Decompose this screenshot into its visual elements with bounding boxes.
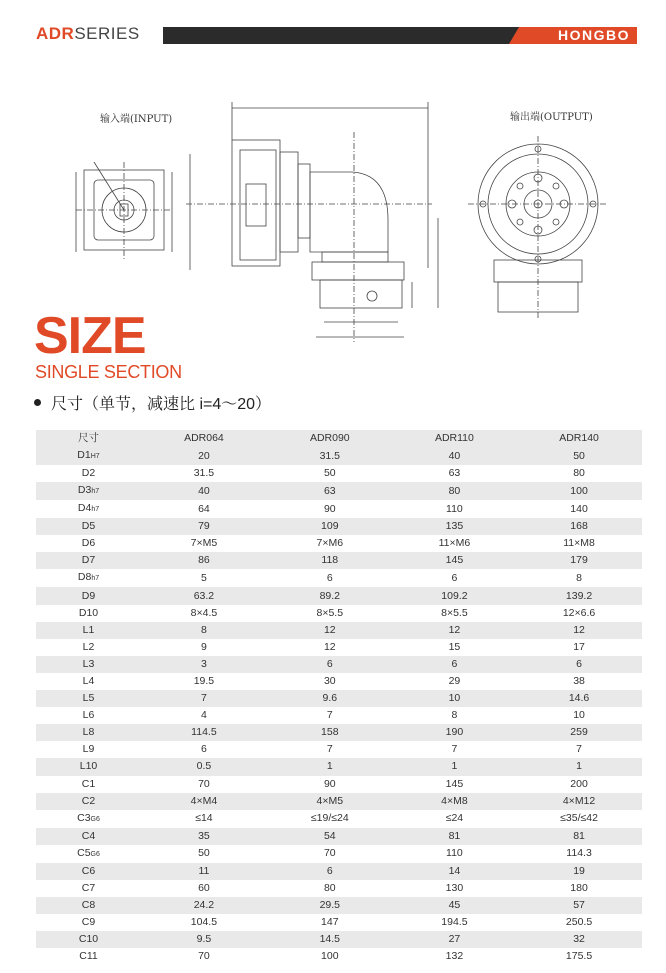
- row-value-cell: 89.2: [319, 589, 340, 602]
- row-value-cell: 4×M5: [316, 794, 344, 807]
- row-value-cell: 168: [570, 520, 588, 533]
- table-row: [36, 622, 642, 639]
- row-value-cell: 12×6.6: [562, 606, 596, 619]
- column-header-dimension: 尺寸: [78, 432, 99, 445]
- row-value-cell: 15: [448, 640, 461, 653]
- row-dimension-name: D4h7: [77, 502, 100, 515]
- row-value-cell: 175.5: [565, 950, 593, 963]
- row-value-cell: 6: [451, 571, 458, 584]
- row-dimension-name: C3G6: [77, 811, 100, 824]
- row-value-cell: 80: [448, 484, 461, 497]
- table-row: [36, 465, 642, 482]
- input-end-label: 输入端(INPUT): [100, 114, 173, 125]
- table-row: [36, 845, 642, 863]
- table-row: [36, 518, 642, 535]
- column-header-model: ADR110: [434, 432, 474, 445]
- row-value-cell: 19.5: [193, 674, 215, 687]
- row-dimension-name: C2: [81, 794, 96, 807]
- row-value-cell: 9.5: [196, 933, 212, 946]
- row-value-cell: 8: [201, 623, 207, 636]
- size-heading: SIZE: [34, 307, 146, 365]
- row-value-cell: 109: [321, 520, 339, 533]
- row-dimension-name: L6: [82, 709, 95, 722]
- row-dimension-name: D9: [81, 589, 96, 602]
- table-row: [36, 535, 642, 552]
- table-row: [36, 552, 642, 569]
- bullet-text: 尺寸（单节，减速比 i=4～20）: [51, 396, 272, 413]
- row-value-cell: 100: [321, 950, 339, 963]
- table-row: [36, 656, 642, 673]
- table-row: [36, 931, 642, 948]
- row-value-cell: 90: [323, 502, 336, 515]
- row-value-cell: 5: [201, 571, 207, 584]
- table-row: [36, 569, 642, 587]
- row-dimension-name: C6: [81, 864, 96, 877]
- row-value-cell: 12: [573, 623, 585, 636]
- row-dimension-name: L3: [82, 657, 95, 670]
- row-value-cell: 57: [573, 899, 585, 912]
- column-header-model: ADR140: [559, 432, 599, 445]
- row-value-cell: 70: [198, 950, 210, 963]
- row-value-cell: 63.2: [193, 589, 215, 602]
- table-row: [36, 673, 642, 690]
- output-end-label: 输出端(OUTPUT): [510, 112, 593, 123]
- row-value-cell: 145: [445, 777, 464, 790]
- table-row: [36, 707, 642, 724]
- row-value-cell: 179: [570, 554, 588, 567]
- row-value-cell: 4×M8: [441, 794, 468, 807]
- row-value-cell: 12: [323, 623, 336, 636]
- row-dimension-name: L1: [82, 623, 95, 636]
- side-view: [186, 102, 438, 342]
- column-header-model: ADR064: [184, 432, 224, 445]
- row-value-cell: 50: [198, 847, 210, 860]
- dimension-table: [36, 430, 642, 965]
- row-value-cell: 250.5: [565, 916, 593, 929]
- table-body: [36, 447, 642, 965]
- table-row: [36, 482, 642, 500]
- row-value-cell: 14.5: [319, 933, 340, 946]
- row-value-cell: 90: [323, 777, 336, 790]
- row-value-cell: 109.2: [441, 589, 468, 602]
- row-dimension-name: C10: [78, 933, 99, 946]
- row-value-cell: 8: [576, 571, 582, 584]
- row-value-cell: 139.2: [565, 589, 593, 602]
- row-value-cell: 35: [198, 829, 210, 842]
- row-value-cell: 81: [448, 829, 461, 842]
- row-value-cell: 114.5: [191, 726, 217, 739]
- row-value-cell: 7: [576, 743, 582, 756]
- row-value-cell: 158: [321, 726, 339, 739]
- row-value-cell: 14.6: [568, 692, 590, 705]
- row-value-cell: 130: [445, 881, 464, 894]
- row-value-cell: 8: [451, 709, 458, 722]
- row-value-cell: 29.5: [319, 899, 340, 912]
- row-value-cell: 7: [326, 709, 333, 722]
- row-value-cell: 50: [573, 449, 585, 462]
- row-value-cell: 79: [198, 520, 210, 533]
- row-value-cell: 4: [201, 709, 207, 722]
- row-value-cell: 45: [448, 899, 461, 912]
- output-end-view: [468, 136, 608, 318]
- row-dimension-name: L10: [79, 760, 98, 773]
- row-value-cell: 259: [570, 726, 588, 739]
- row-dimension-name: D5: [81, 520, 96, 533]
- row-value-cell: 7: [201, 692, 207, 705]
- brand-logo: HONGBO: [558, 27, 630, 43]
- row-value-cell: ≤35/≤42: [560, 812, 598, 825]
- row-value-cell: 38: [573, 674, 585, 687]
- row-value-cell: 81: [573, 829, 585, 842]
- row-value-cell: 140: [570, 502, 588, 515]
- row-value-cell: ≤19/≤24: [310, 812, 349, 825]
- row-value-cell: 70: [198, 777, 210, 790]
- row-value-cell: 11×M8: [563, 537, 595, 550]
- row-value-cell: 4×M4: [190, 794, 218, 807]
- row-value-cell: 80: [323, 881, 336, 894]
- row-value-cell: 17: [573, 640, 585, 653]
- size-subheading: SINGLE SECTION: [35, 362, 182, 382]
- bullet-dot-icon: [34, 399, 41, 406]
- row-value-cell: 132: [445, 950, 464, 963]
- row-dimension-name: L4: [82, 674, 95, 687]
- row-value-cell: 19: [573, 864, 585, 877]
- table-header-row: [36, 430, 642, 447]
- row-value-cell: 86: [198, 554, 210, 567]
- row-dimension-name: L8: [82, 726, 95, 739]
- column-header-model: ADR090: [309, 432, 350, 445]
- row-value-cell: 10: [573, 709, 585, 722]
- row-value-cell: 70: [323, 847, 336, 860]
- page-header: [0, 0, 666, 60]
- table-row: [36, 639, 642, 656]
- row-value-cell: 31.5: [193, 467, 215, 480]
- row-value-cell: 54: [323, 829, 336, 842]
- row-value-cell: 3: [201, 657, 207, 670]
- row-value-cell: 6: [326, 657, 333, 670]
- row-value-cell: 9: [201, 640, 207, 653]
- row-value-cell: 29: [448, 674, 461, 687]
- row-dimension-name: L2: [82, 640, 95, 653]
- section-bullet: [34, 396, 271, 414]
- row-dimension-name: C1: [81, 777, 96, 790]
- table-row: [36, 880, 642, 897]
- row-value-cell: 100: [570, 484, 588, 497]
- row-value-cell: 11×M6: [438, 537, 471, 550]
- row-value-cell: 1: [326, 760, 333, 773]
- row-dimension-name: C4: [81, 829, 96, 842]
- row-value-cell: 7×M6: [316, 537, 344, 550]
- table-row: [36, 828, 642, 845]
- row-value-cell: 8×5.5: [316, 606, 344, 619]
- table-row: [36, 776, 642, 793]
- table-row: [36, 914, 642, 931]
- row-value-cell: 0.5: [196, 760, 212, 773]
- table-header: [36, 430, 642, 447]
- row-value-cell: 32: [573, 933, 585, 946]
- row-value-cell: 31.5: [319, 449, 340, 462]
- row-dimension-name: L5: [82, 692, 95, 705]
- row-value-cell: 7: [326, 743, 333, 756]
- row-value-cell: 24.2: [193, 899, 215, 912]
- row-value-cell: 40: [448, 449, 461, 462]
- row-value-cell: 63: [323, 484, 336, 497]
- table-row: [36, 810, 642, 828]
- row-value-cell: 14: [448, 864, 461, 877]
- table-row: [36, 500, 642, 518]
- table-row: [36, 793, 642, 810]
- row-dimension-name: C9: [81, 916, 96, 929]
- row-dimension-name: D6: [81, 537, 96, 550]
- row-value-cell: 40: [198, 484, 210, 497]
- row-value-cell: 7: [451, 743, 458, 756]
- row-dimension-name: D7: [81, 554, 96, 567]
- row-value-cell: ≤14: [195, 812, 213, 825]
- row-value-cell: 27: [448, 933, 461, 946]
- row-value-cell: 110: [446, 847, 463, 860]
- row-value-cell: 60: [198, 881, 210, 894]
- row-value-cell: 11: [198, 864, 210, 877]
- row-value-cell: 6: [576, 657, 582, 670]
- row-value-cell: 6: [326, 571, 333, 584]
- row-value-cell: 9.6: [322, 692, 338, 705]
- row-value-cell: 80: [573, 467, 585, 480]
- row-dimension-name: D10: [78, 606, 99, 619]
- table-row: [36, 605, 642, 622]
- row-value-cell: 20: [198, 449, 210, 462]
- row-value-cell: 180: [570, 881, 588, 894]
- row-value-cell: 6: [326, 864, 333, 877]
- row-value-cell: 110: [446, 502, 463, 515]
- row-value-cell: 12: [323, 640, 336, 653]
- input-end-view: [76, 162, 172, 260]
- row-value-cell: 64: [198, 502, 210, 515]
- table-row: [36, 690, 642, 707]
- table-row: [36, 897, 642, 914]
- row-value-cell: ≤24: [445, 812, 464, 825]
- table-row: [36, 948, 642, 965]
- table-row: [36, 447, 642, 465]
- row-value-cell: 8×4.5: [190, 606, 218, 619]
- row-dimension-name: D2: [81, 467, 96, 480]
- row-value-cell: 104.5: [190, 916, 218, 929]
- row-value-cell: 194.5: [441, 916, 468, 929]
- row-dimension-name: L9: [82, 743, 95, 756]
- row-dimension-name: D8h7: [77, 571, 100, 584]
- row-value-cell: 10: [448, 692, 461, 705]
- row-dimension-name: D1H7: [77, 449, 100, 462]
- table-row: [36, 741, 642, 758]
- row-value-cell: 12: [448, 623, 461, 636]
- row-value-cell: 7×M5: [190, 537, 218, 550]
- row-value-cell: 6: [451, 657, 458, 670]
- row-value-cell: 1: [451, 760, 458, 773]
- table-row: [36, 587, 642, 604]
- table-row: [36, 863, 642, 880]
- row-value-cell: 50: [323, 467, 336, 480]
- row-value-cell: 6: [201, 743, 207, 756]
- row-dimension-name: C11: [79, 950, 98, 963]
- series-title: ADRSERIES: [36, 24, 140, 43]
- row-dimension-name: C7: [81, 881, 96, 894]
- row-value-cell: 200: [570, 777, 588, 790]
- row-value-cell: 8×5.5: [441, 606, 468, 619]
- row-value-cell: 190: [445, 726, 464, 739]
- row-value-cell: 147: [321, 916, 339, 929]
- row-dimension-name: C5G6: [77, 846, 100, 859]
- row-value-cell: 4×M12: [562, 794, 596, 807]
- row-value-cell: 30: [323, 674, 336, 687]
- table-row: [36, 758, 642, 775]
- row-value-cell: 63: [448, 467, 461, 480]
- row-value-cell: 118: [321, 554, 339, 567]
- row-value-cell: 1: [576, 760, 582, 773]
- row-dimension-name: C8: [81, 899, 96, 912]
- row-value-cell: 114.3: [566, 847, 592, 860]
- row-value-cell: 145: [445, 554, 464, 567]
- row-dimension-name: D3h7: [77, 484, 100, 497]
- table-row: [36, 724, 642, 741]
- row-value-cell: 135: [445, 520, 464, 533]
